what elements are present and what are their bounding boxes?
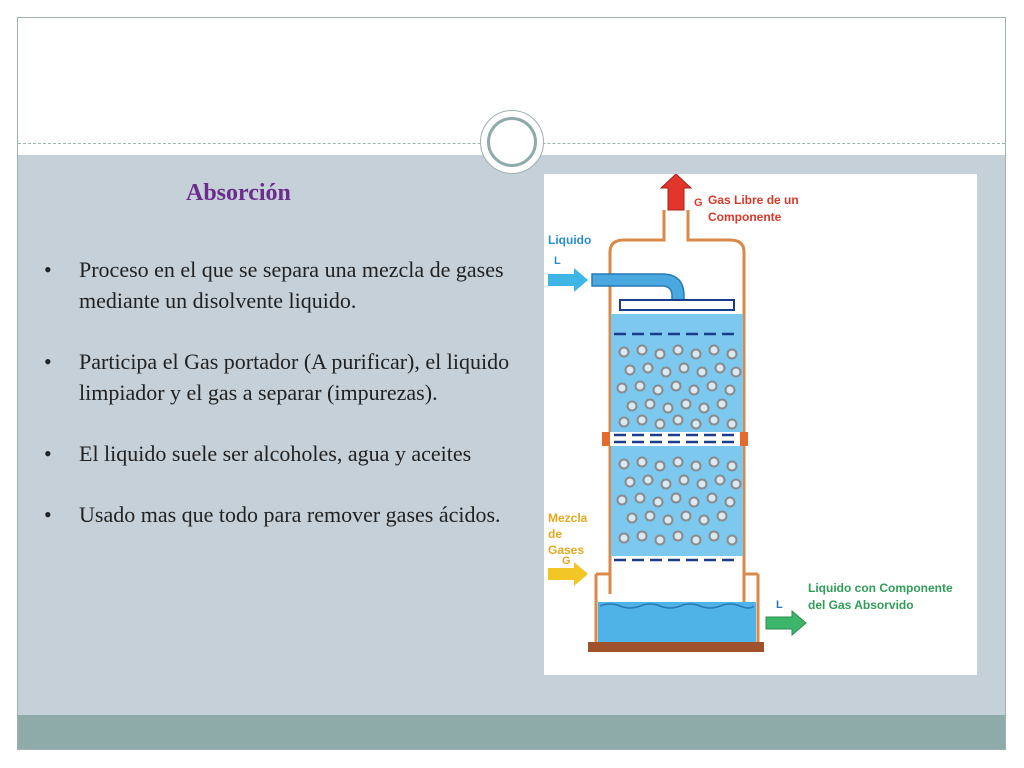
bullet-text: Participa el Gas portador (A purificar), el liquido limpiador y el gas a separar (impurezas). xyxy=(79,349,510,405)
liquid-outlet-arrow-icon xyxy=(766,611,806,635)
slide-title: Absorción xyxy=(186,180,291,206)
label-liquid-out: Liquido con Componente xyxy=(808,581,953,595)
bullet-item xyxy=(44,254,524,316)
label-g-top: G xyxy=(694,197,703,209)
label-gas-in-3: Gases xyxy=(548,543,585,557)
label-liquid-out-2: del Gas Absorvido xyxy=(808,598,914,612)
bullet-text: Usado mas que todo para remover gases ácidos. xyxy=(79,502,501,527)
bullet-dot-icon: • xyxy=(44,441,52,466)
bullet-dot-icon: • xyxy=(44,257,52,282)
label-gas-out: Gas Libre de un xyxy=(708,193,799,207)
label-g-in: G xyxy=(562,555,571,567)
liquid-inlet-pipe xyxy=(592,274,684,302)
distributor-plate xyxy=(620,300,734,310)
base-plate xyxy=(588,642,764,652)
liquid-reservoir xyxy=(598,602,756,642)
bullet-item xyxy=(44,346,524,408)
footer-band xyxy=(18,715,1005,749)
bullet-dot-icon: • xyxy=(44,502,52,527)
label-gas-in-2: de xyxy=(548,527,563,541)
bullet-text: El liquido suele ser alcoholes, agua y aceites xyxy=(79,441,472,466)
label-l-in: L xyxy=(554,255,561,267)
bullet-dot-icon: • xyxy=(44,349,52,374)
label-gas-out-2: Componente xyxy=(708,210,782,224)
bullet-item xyxy=(44,438,524,469)
bullet-text: Proceso en el que se separa una mezcla de gases mediante un disolvente liquido. xyxy=(79,257,504,313)
gas-outlet-arrow-icon xyxy=(661,174,691,210)
absorption-tower-diagram xyxy=(544,174,977,675)
bullet-list xyxy=(44,254,524,560)
label-gas-in: Mezcla xyxy=(548,511,588,525)
label-l-out: L xyxy=(776,599,783,611)
bullet-item xyxy=(44,499,524,530)
decorative-ring-icon xyxy=(487,117,537,167)
liquid-inlet-arrow-icon xyxy=(548,268,588,292)
label-liquid-in: Liquido xyxy=(548,233,592,247)
